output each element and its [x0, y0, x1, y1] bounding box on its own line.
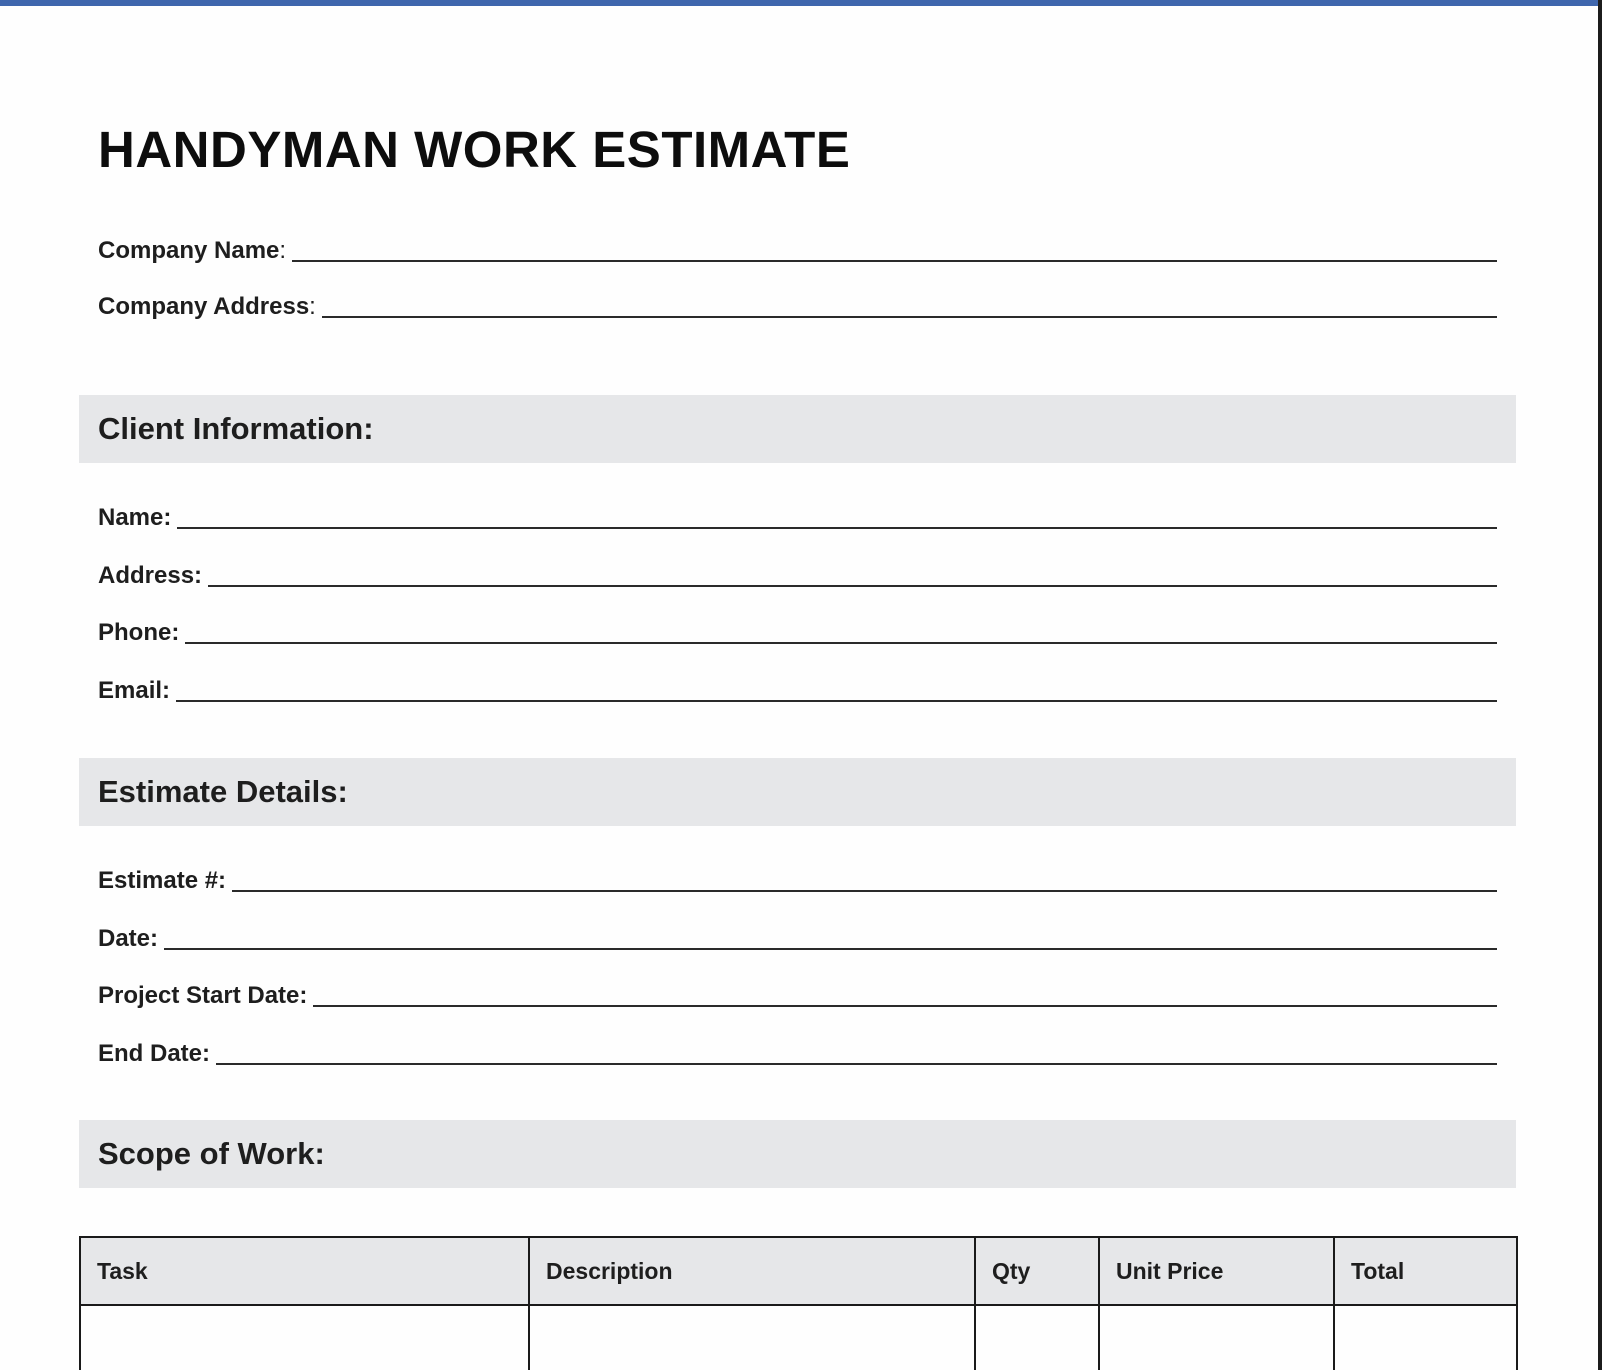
task-cell[interactable]	[80, 1305, 529, 1370]
company-name-label: Company Name:	[98, 237, 287, 264]
client-name-field[interactable]	[98, 498, 1497, 532]
client-phone-field[interactable]	[98, 613, 1497, 647]
client-address-input-line[interactable]	[208, 585, 1497, 587]
estimate-number-label: Estimate #:	[98, 867, 227, 894]
date-field[interactable]	[98, 919, 1497, 953]
scope-of-work-title: Scope of Work:	[98, 1136, 325, 1171]
date-label: Date:	[98, 925, 159, 952]
column-header-description: Description	[529, 1237, 975, 1305]
top-accent-bar	[0, 0, 1598, 6]
qty-cell[interactable]	[975, 1305, 1099, 1370]
end-date-input-line[interactable]	[216, 1063, 1497, 1065]
estimate-number-field[interactable]	[98, 861, 1497, 895]
company-name-input-line[interactable]	[292, 260, 1497, 262]
estimate-details-title: Estimate Details:	[98, 774, 348, 809]
client-name-input-line[interactable]	[177, 527, 1497, 529]
client-address-field[interactable]	[98, 556, 1497, 590]
project-start-date-input-line[interactable]	[313, 1005, 1497, 1007]
estimate-number-input-line[interactable]	[232, 890, 1497, 892]
company-address-label: Company Address:	[98, 293, 316, 320]
client-name-label: Name:	[98, 504, 172, 531]
client-phone-label: Phone:	[98, 619, 180, 646]
column-header-task: Task	[80, 1237, 529, 1305]
date-input-line[interactable]	[164, 948, 1497, 950]
client-email-label: Email:	[98, 677, 171, 704]
total-cell[interactable]	[1334, 1305, 1517, 1370]
client-information-header	[79, 395, 1516, 463]
estimate-details-header	[79, 758, 1516, 826]
column-header-qty: Qty	[975, 1237, 1099, 1305]
page-title: HANDYMAN WORK ESTIMATE	[98, 121, 851, 178]
column-header-unit-price: Unit Price	[1099, 1237, 1334, 1305]
client-address-label: Address:	[98, 562, 203, 589]
end-date-label: End Date:	[98, 1040, 211, 1067]
project-start-date-label: Project Start Date:	[98, 982, 308, 1009]
client-email-field[interactable]	[98, 671, 1497, 705]
company-address-input-line[interactable]	[322, 316, 1497, 318]
project-start-date-field[interactable]	[98, 976, 1497, 1010]
table-header-row	[80, 1237, 1517, 1305]
company-name-field[interactable]	[98, 231, 1497, 265]
vertical-scrollbar[interactable]	[1598, 0, 1602, 1370]
company-address-field[interactable]	[98, 287, 1497, 321]
column-header-total: Total	[1334, 1237, 1517, 1305]
end-date-field[interactable]	[98, 1034, 1497, 1068]
client-information-title: Client Information:	[98, 411, 374, 446]
client-phone-input-line[interactable]	[185, 642, 1497, 644]
scope-of-work-table	[79, 1236, 1518, 1370]
table-row	[80, 1305, 1517, 1370]
description-cell[interactable]	[529, 1305, 975, 1370]
scope-of-work-header	[79, 1120, 1516, 1188]
unit-price-cell[interactable]	[1099, 1305, 1334, 1370]
client-email-input-line[interactable]	[176, 700, 1497, 702]
